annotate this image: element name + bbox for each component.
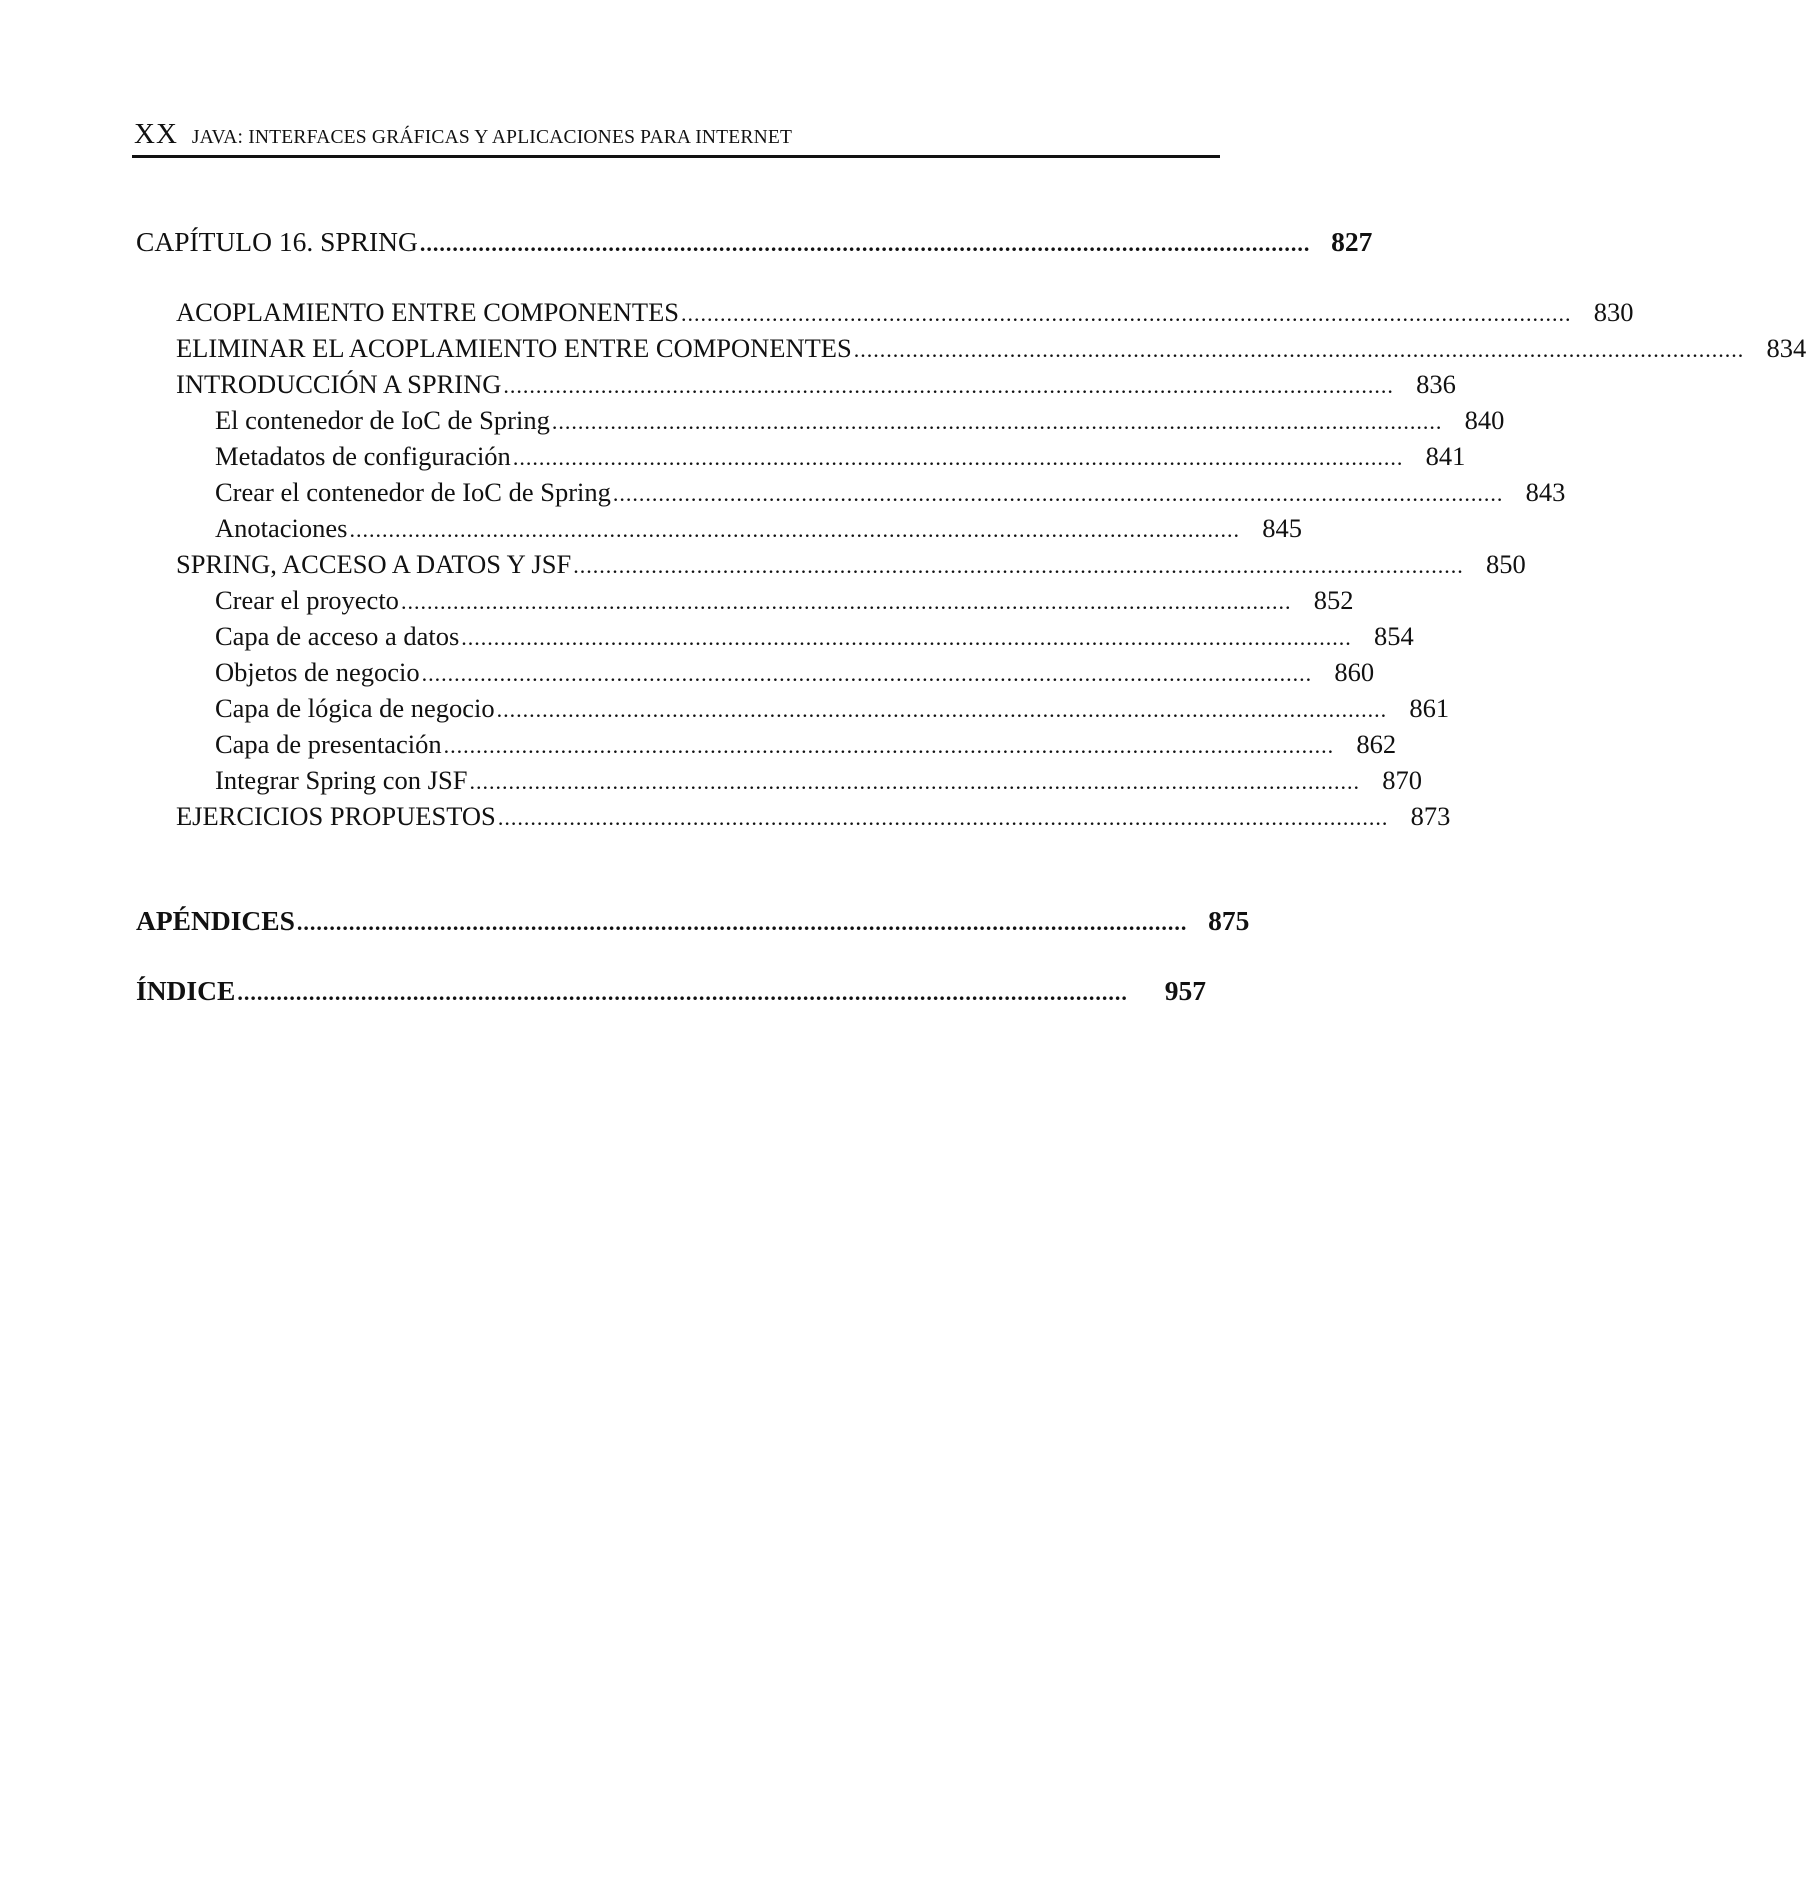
toc-entry-page: 860 xyxy=(1334,657,1375,687)
dot-leader: ......................................................................................................................................... xyxy=(443,733,1335,758)
toc-appendices-entry[interactable] xyxy=(136,905,1250,941)
toc-entry-page: 870 xyxy=(1382,765,1422,795)
toc-subentry[interactable] xyxy=(215,657,1375,693)
toc-subentry[interactable] xyxy=(215,585,1354,621)
book-title: JAVA: INTERFACES GRÁFICAS Y APLICACIONES PARA INTERNET xyxy=(191,127,793,148)
toc-entry-label: EJERCICIOS PROPUESTOS xyxy=(176,801,496,831)
toc-entry-page: 873 xyxy=(1410,801,1451,831)
toc-index-entry[interactable] xyxy=(136,975,1206,1011)
dot-leader: ......................................................................................................................................... xyxy=(296,910,1188,935)
toc-entry-label: Metadatos de configuración xyxy=(215,441,511,471)
toc-entry-page: 957 xyxy=(1164,975,1206,1006)
dot-leader: ......................................................................................................................................... xyxy=(497,805,1389,830)
toc-entry[interactable] xyxy=(176,297,1634,333)
toc-entry-page: 852 xyxy=(1313,585,1354,615)
dot-leader: ......................................................................................................................................... xyxy=(853,337,1745,362)
toc-entry-page: 830 xyxy=(1593,297,1634,327)
toc-entry-label: Crear el contenedor de IoC de Spring xyxy=(215,477,611,507)
toc-entry-label: APÉNDICES xyxy=(136,905,295,936)
dot-leader: ......................................................................................................................................... xyxy=(400,589,1292,614)
toc-entry-label: Capa de presentación xyxy=(215,729,442,759)
dot-leader: ......................................................................................................................................... xyxy=(237,980,1128,1005)
dot-leader: ......................................................................................................................................... xyxy=(681,301,1572,326)
dot-leader: ......................................................................................................................................... xyxy=(349,517,1240,542)
toc-entry-label: El contenedor de IoC de Spring xyxy=(215,405,550,435)
toc-entry-label: Capa de acceso a datos xyxy=(215,621,460,651)
toc-entry-label: Anotaciones xyxy=(215,513,348,543)
toc-entry-label: SPRING, ACCESO A DATOS Y JSF xyxy=(176,549,572,579)
toc-entry-label: ÍNDICE xyxy=(136,975,236,1006)
dot-leader: ......................................................................................................................................... xyxy=(551,409,1443,434)
toc-subentry[interactable] xyxy=(215,729,1397,765)
toc-entry-page: 840 xyxy=(1464,405,1505,435)
toc-entry-page: 841 xyxy=(1425,441,1466,471)
toc-subentry[interactable] xyxy=(215,765,1422,801)
toc-entry[interactable] xyxy=(176,549,1526,585)
dot-leader: ......................................................................................................................................... xyxy=(421,661,1313,686)
header-rule xyxy=(132,155,1220,158)
toc-entry-label: Capa de lógica de negocio xyxy=(215,693,495,723)
page-folio: XX xyxy=(134,118,178,150)
toc-entry-label: ELIMINAR EL ACOPLAMIENTO ENTRE COMPONENTES xyxy=(176,333,852,363)
toc-entry-label: Crear el proyecto xyxy=(215,585,399,615)
toc-entry-page: 850 xyxy=(1485,549,1526,579)
toc-entry-page: 875 xyxy=(1208,905,1250,936)
toc-entry-page: 834 xyxy=(1766,333,1806,363)
dot-leader: ......................................................................................................................................... xyxy=(512,445,1404,470)
toc-entry[interactable] xyxy=(176,333,1806,369)
dot-leader: ......................................................................................................................................... xyxy=(419,231,1311,256)
dot-leader: ......................................................................................................................................... xyxy=(469,769,1360,794)
toc-entry-label: Objetos de negocio xyxy=(215,657,420,687)
toc-entry-page: 845 xyxy=(1262,513,1302,543)
toc-subentry[interactable] xyxy=(215,405,1505,441)
toc-entry-page: 827 xyxy=(1331,226,1373,257)
toc-entry[interactable] xyxy=(176,801,1451,837)
dot-leader: ......................................................................................................................................... xyxy=(612,481,1504,506)
toc-entry-page: 862 xyxy=(1356,729,1397,759)
toc-chapter-entry[interactable] xyxy=(136,226,1373,262)
toc-entry-page: 836 xyxy=(1416,369,1456,399)
toc-entry[interactable] xyxy=(176,369,1456,405)
toc-subentry[interactable] xyxy=(215,513,1302,549)
toc-subentry[interactable] xyxy=(215,693,1450,729)
dot-leader: ......................................................................................................................................... xyxy=(496,697,1388,722)
toc-subentry[interactable] xyxy=(215,441,1466,477)
toc-entry-page: 843 xyxy=(1525,477,1566,507)
dot-leader: ......................................................................................................................................... xyxy=(461,625,1352,650)
dot-leader: ......................................................................................................................................... xyxy=(573,553,1464,578)
toc-entry-label: CAPÍTULO 16. SPRING xyxy=(136,226,418,257)
running-head xyxy=(134,118,1216,158)
dot-leader: ......................................................................................................................................... xyxy=(503,373,1394,398)
toc-entry-label: ACOPLAMIENTO ENTRE COMPONENTES xyxy=(176,297,680,327)
toc-entry-label: INTRODUCCIÓN A SPRING xyxy=(176,369,502,399)
toc-subentry[interactable] xyxy=(215,621,1414,657)
toc-subentry[interactable] xyxy=(215,477,1566,513)
toc-entry-page: 861 xyxy=(1409,693,1450,723)
toc-entry-label: Integrar Spring con JSF xyxy=(215,765,468,795)
toc-entry-page: 854 xyxy=(1374,621,1414,651)
